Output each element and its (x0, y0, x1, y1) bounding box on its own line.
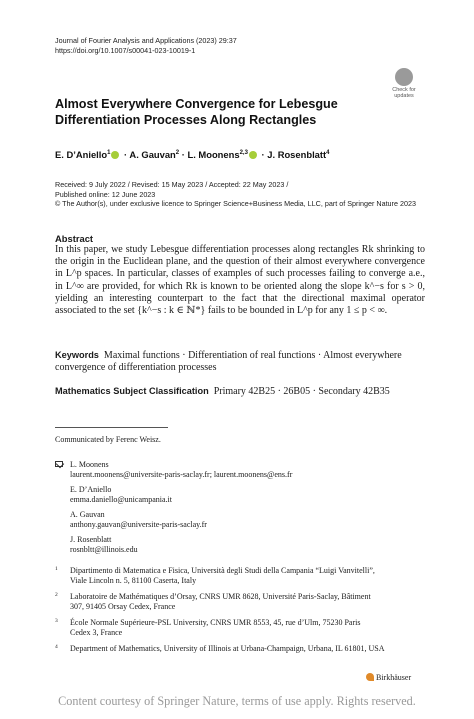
keywords-section (55, 349, 425, 375)
affiliation-line: Cedex 3, France (70, 628, 123, 637)
affiliation-number: 1 (55, 566, 58, 572)
orcid-icon[interactable] (111, 151, 119, 159)
author-affiliation: 4 (326, 150, 330, 156)
keywords-text: Maximal functions · Differentiation of real functions · Almost everywhere convergence of differentiation processes (55, 350, 402, 374)
msc-label: Mathematics Subject Classification (55, 386, 209, 396)
birkhauser-icon (366, 673, 374, 681)
badge-line-1: Check for (392, 87, 416, 93)
dates-line-2: Published online: 12 June 2023 (55, 189, 156, 199)
affiliation-line: Laboratoire de Mathématiques d’Orsay, CNRS UMR 8628, Université Paris-Saclay, Bâtiment (70, 592, 371, 601)
journal-citation: Journal of Fourier Analysis and Applications (2023) 29:37 (55, 36, 237, 45)
contact-email[interactable]: anthony.gauvan@universite-paris-saclay.fr (70, 520, 207, 529)
author-name[interactable]: A. Gauvan (129, 149, 176, 160)
affiliation-line: École Normale Supérieure-PSL University, CNRS UMR 8553, 45, rue d’Ulm, 75230 Paris (70, 618, 361, 627)
contact-entry (70, 535, 138, 555)
abstract-heading: Abstract (55, 233, 94, 244)
title-line-1: Almost Everywhere Convergence for Lebesgue (55, 97, 338, 111)
author-affiliation: 1 (107, 150, 111, 156)
publisher-name: Birkhäuser (376, 673, 412, 682)
contact-entry (70, 510, 207, 530)
check-for-updates-badge[interactable] (387, 68, 421, 102)
footer-notice: Content courtesy of Springer Nature, terms of use apply. Rights reserved. (58, 694, 416, 708)
affiliation-line: Viale Lincoln n. 5, 81100 Caserta, Italy (70, 576, 197, 585)
contact-name: L. Moonens (70, 460, 109, 469)
check-updates-icon (395, 68, 413, 86)
affiliation-number: 4 (55, 644, 58, 650)
contact-entry (70, 485, 172, 505)
contact-name: J. Rosenblatt (70, 535, 112, 544)
contact-entry (70, 460, 292, 480)
author-name[interactable]: L. Moonens (187, 149, 240, 160)
footnote-divider (55, 427, 168, 428)
title-line-2: Differentiation Processes Along Rectangles (55, 112, 317, 127)
paper-title (55, 97, 375, 128)
affiliation-line: Department of Mathematics, University of Illinois at Urbana-Champaign, Urbana, IL 61801, USA (70, 644, 385, 653)
keywords-label: Keywords (55, 350, 99, 360)
contact-name: A. Gauvan (70, 510, 105, 519)
msc-section (55, 386, 425, 397)
affiliation-line: 307, 91405 Orsay Cedex, France (70, 602, 176, 611)
affiliation-number: 3 (55, 618, 58, 624)
contact-email[interactable]: rosnbltt@illinois.edu (70, 545, 138, 554)
affiliation-number: 2 (55, 592, 58, 598)
communicated-by: Communicated by Ferenc Weisz. (55, 435, 161, 444)
affiliation-line: Dipartimento di Matematica e Fisica, Università degli Studi della Campania “Luigi Vanvitelli”, (70, 566, 375, 575)
publication-dates (55, 180, 416, 209)
abstract-text: In this paper, we study Lebesgue differentiation processes along rectangles Rk shrinking to the origin in the Euclidean plane, and the question of their almost everywhere convergence in L^p spaces. In particular, classes of examples of such processes failing to converge a.e., in L^∞ are provided, for which Rk is known to be oriented along the slope k^−s for s > 0, yielding an interesting counterpart to the fact that the directional maximal operator associated to the set {k^−s : k ∈ ℕ*} fails to be bounded in L^p for any 1 ≤ p < ∞. (55, 244, 425, 317)
author-affiliation: 2,3 (239, 150, 248, 156)
publisher-logo (366, 673, 411, 682)
copyright-line: © The Author(s), under exclusive licence to Springer Science+Business Media, LLC, part of Springer Nature 2023 (55, 199, 416, 209)
doi-link[interactable]: https://doi.org/10.1007/s00041-023-10019-1 (55, 45, 196, 55)
contact-email[interactable]: laurent.moonens@universite-paris-saclay.fr; laurent.moonens@ens.fr (70, 470, 293, 479)
orcid-icon[interactable] (249, 151, 257, 159)
contact-email[interactable]: emma.daniello@unicampania.it (70, 495, 172, 504)
contact-name: E. D’Aniello (70, 485, 112, 494)
msc-text: Primary 42B25 · 26B05 · Secondary 42B35 (213, 386, 390, 397)
envelope-icon (55, 461, 63, 467)
author-list: E. D’Aniello$^1$ · A. Gauvan$^2$ · L. Moonens$^{2,3}$ · J. Rosenblatt$^4$ (55, 149, 330, 160)
dates-line-1: Received: 9 July 2022 / Revised: 15 May 2023 / Accepted: 22 May 2023 / (55, 180, 289, 189)
journal-header (55, 36, 237, 55)
badge-line-2: updates (394, 93, 414, 99)
author-name[interactable]: J. Rosenblatt (267, 149, 327, 160)
author-name[interactable]: E. D’Aniello (55, 149, 108, 160)
author-affiliation: 2 (175, 150, 180, 156)
